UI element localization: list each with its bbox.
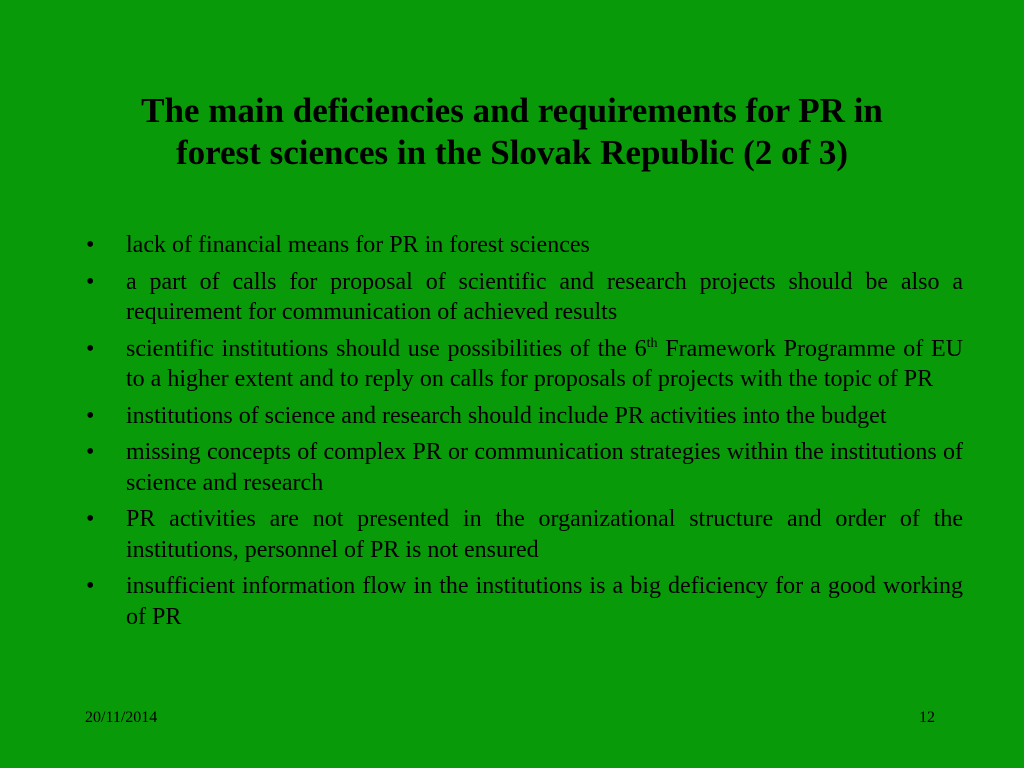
bullet-item-information-flow [86,571,963,632]
bullet-text: insufficient information flow in the institutions is a big deficiency for a good working of PR [126,573,963,630]
bullet-marker: • [86,573,95,599]
bullet-item-organizational-structure [86,504,963,565]
bullet-marker: • [86,335,95,362]
bullet-item-communication-strategies [86,437,963,498]
bullet-item-calls-for-proposal [86,267,963,328]
bullet-text-before-superscript: scientific institutions should use possibilities of the 6 [126,335,647,362]
bullet-marker: • [86,402,95,429]
bullet-text: lack of financial means for PR in forest sciences [126,232,590,258]
bullet-text: a part of calls for proposal of scientific and research projects should be also a requirement for communication of achieved results [126,268,963,325]
bullet-list [86,230,963,638]
slide-title-line-2: forest sciences in the Slovak Republic (2 of 3) [175,133,849,172]
slide-title-line-1: The main deficiencies and requirements for PR in [141,91,883,130]
bullet-text: institutions of science and research should include PR activities into the budget [126,402,887,429]
ordinal-superscript: th [646,335,658,351]
bullet-marker: • [86,232,95,258]
bullet-item-framework-programme [86,334,963,395]
bullet-text-after-superscript: Framework Programme of EU to a higher extent and to reply on calls for proposals of projects with the topic of PR [126,335,964,392]
bullet-item-financial-means [86,230,963,261]
bullet-text: missing concepts of complex PR or communication strategies within the institutions of science and research [126,439,963,496]
footer-date: 20/11/2014 [85,709,158,726]
slide-title [60,90,964,174]
bullet-marker: • [86,268,95,295]
bullet-marker: • [86,506,95,532]
bullet-item-budget [86,401,963,432]
bullet-marker: • [86,439,95,465]
slide-page-number: 12 [919,709,935,726]
bullet-text: PR activities are not presented in the organizational structure and order of the institutions, personnel of PR is not ensured [126,506,963,563]
